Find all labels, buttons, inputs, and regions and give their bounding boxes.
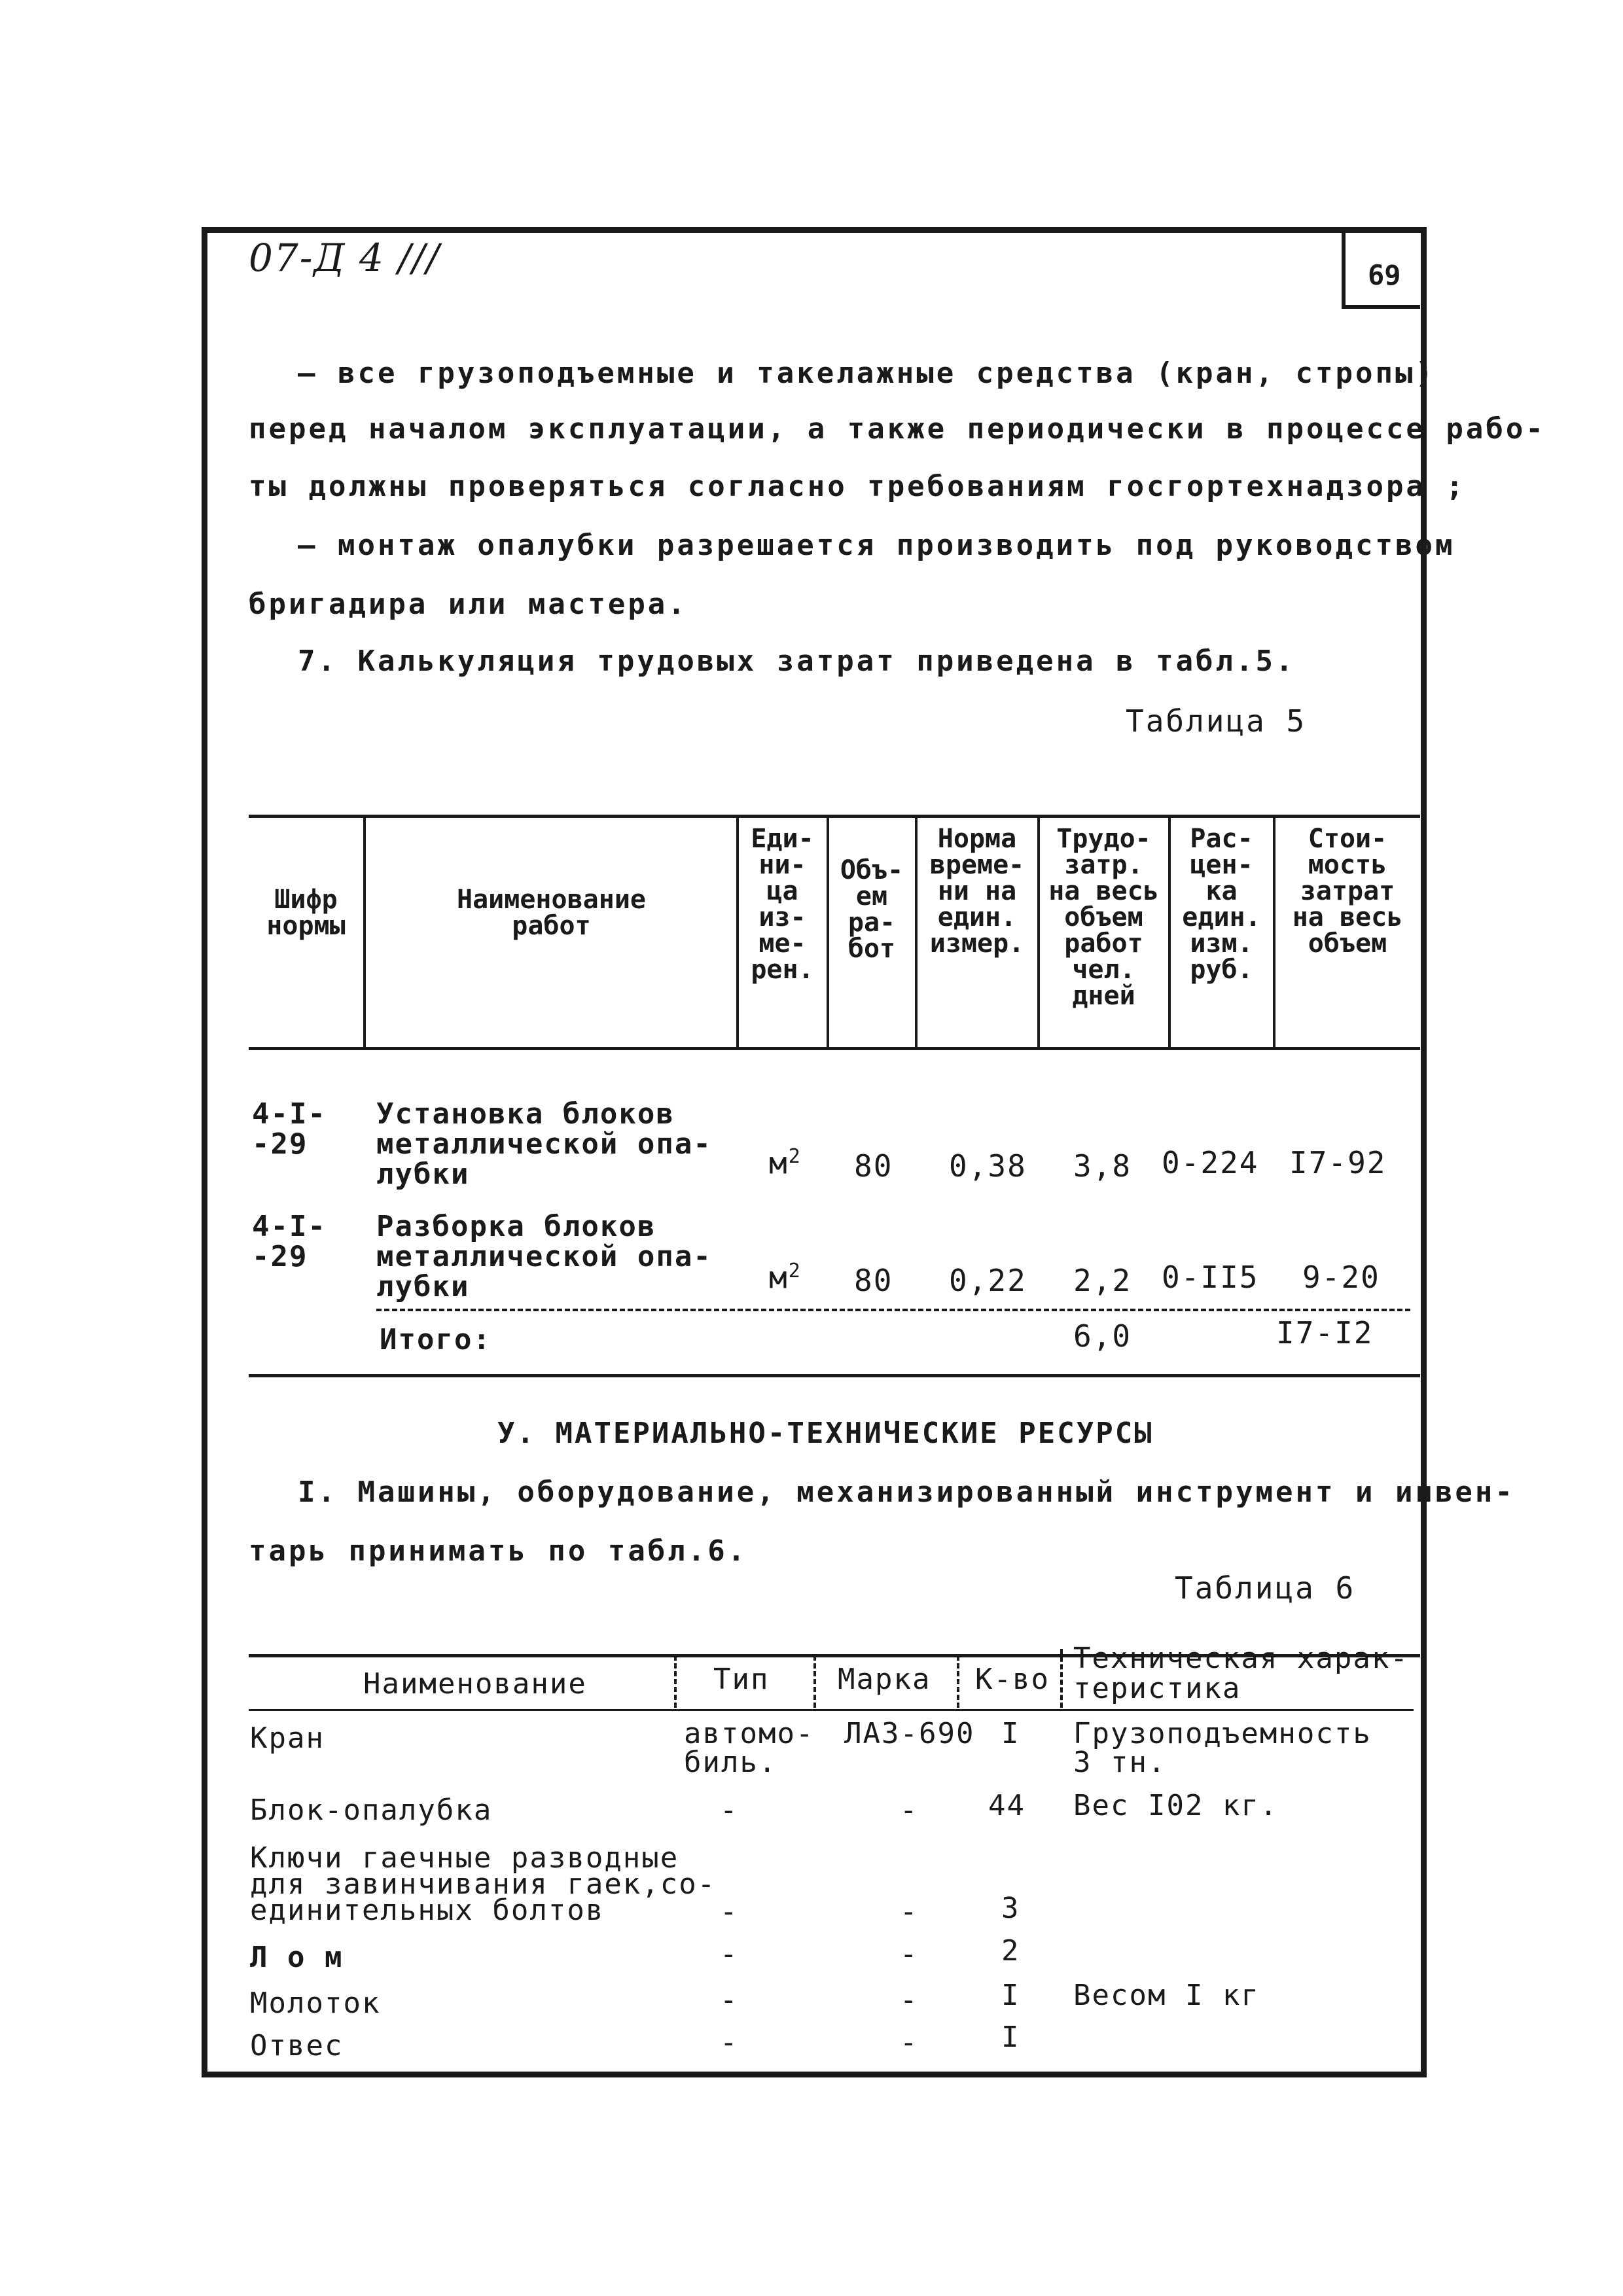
item-name: Кран <box>250 1722 325 1755</box>
work-name: Разборка блоков металлической опа- лубки <box>376 1210 712 1303</box>
item-brand: - <box>900 1983 919 2017</box>
table5-header-rule <box>249 1047 1420 1050</box>
table5-col-divider <box>363 815 366 1047</box>
paragraph-line: – монтаж опалубки разрешается производить под руководством <box>298 529 1455 562</box>
paragraph-line: – все грузоподъемные и такелажные средства (кран, стропы) <box>298 357 1435 390</box>
table6-header-name: Наименование <box>363 1667 587 1701</box>
volume: 80 <box>854 1148 893 1184</box>
table6-col-divider <box>1060 1649 1063 1708</box>
page-number: 69 <box>1368 259 1401 291</box>
item-spec: Грузоподъемность 3 тн. <box>1073 1717 1372 1779</box>
item-qty: I <box>1001 1979 1020 2012</box>
table5-total-rule <box>376 1309 1410 1311</box>
table5-header-name: Наименование работ <box>457 885 646 941</box>
table6-caption: Таблица 6 <box>1175 1570 1356 1606</box>
cost: 9-20 <box>1302 1260 1380 1295</box>
table6-header-qty: К-во <box>975 1663 1050 1696</box>
item-spec: Весом I кг <box>1073 1979 1260 2012</box>
table6-header-type: Тип <box>713 1663 770 1696</box>
table5-header-volume: Объ- ем ра- бот <box>840 855 904 964</box>
item-name: Отвес <box>250 2029 344 2062</box>
item-brand: - <box>900 1937 919 1971</box>
item-type: - <box>720 1983 739 2017</box>
table5-bottom-rule <box>249 1374 1420 1377</box>
total-cost: I7-I2 <box>1276 1315 1374 1351</box>
volume: 80 <box>854 1263 893 1298</box>
item-type: автомо- биль. <box>684 1717 815 1779</box>
item-qty: 2 <box>1001 1934 1020 1968</box>
item-type: - <box>720 2026 739 2059</box>
norm-code: 4-I- -29 <box>252 1210 327 1273</box>
table6-header-brand: Марка <box>838 1663 931 1696</box>
norm: 0,38 <box>949 1148 1027 1184</box>
norm-code: 4-I- -29 <box>252 1097 327 1161</box>
item-name: Ключи гаечные разводные для завинчивания гаек,со- единительных болтов <box>250 1841 717 1927</box>
item-brand: - <box>900 1793 919 1827</box>
item-type: - <box>720 1937 739 1971</box>
rate: 0-224 <box>1162 1145 1259 1180</box>
item-qty: 3 <box>1001 1892 1020 1925</box>
section-paragraph-line: тарь принимать по табл.6. <box>249 1534 748 1568</box>
table6-col-divider <box>674 1655 677 1708</box>
labor: 3,8 <box>1073 1148 1132 1184</box>
document-code: 07-Д 4 /// <box>249 236 440 280</box>
table5-header-norm: Норма време- ни на един. измер. <box>929 824 1025 959</box>
item-type: - <box>720 1793 739 1827</box>
unit: $м^2$ <box>769 1145 802 1181</box>
table6-header-spec: Техническая харак- теристика <box>1073 1642 1409 1705</box>
norm: 0,22 <box>949 1263 1027 1298</box>
item-qty: I <box>1001 1717 1020 1750</box>
table5-header-labor: Трудо- затр. на весь объем работ чел. дней <box>1048 824 1159 1011</box>
table5-header-code: Шифр нормы <box>266 885 346 941</box>
item-brand: ЛАЗ-690 <box>844 1717 975 1750</box>
item-name: Л о м <box>250 1941 344 1974</box>
table6-header-rule <box>249 1709 1414 1711</box>
table5-header-unit: Еди- ни- ца из- ме- рен. <box>751 824 814 985</box>
unit: $м^2$ <box>769 1260 802 1296</box>
item-brand: - <box>900 1895 919 1928</box>
table5-header-cost: Стои- мость затрат на весь объем <box>1292 824 1403 959</box>
item-brand: - <box>900 2026 919 2059</box>
item-type: - <box>720 1895 739 1928</box>
rate: 0-II5 <box>1162 1260 1259 1295</box>
work-name: Установка блоков металлической опа- лубки <box>376 1097 712 1191</box>
item-name: Блок-опалубка <box>250 1793 493 1827</box>
item-qty: I <box>1001 2021 1020 2054</box>
total-label: Итого: <box>380 1323 491 1356</box>
section-paragraph-line: I. Машины, оборудование, механизированный инструмент и инвен- <box>298 1475 1515 1509</box>
section-title: У. МАТЕРИАЛЬНО-ТЕХНИЧЕСКИЕ РЕСУРСЫ <box>497 1417 1154 1450</box>
item-spec: Вес I02 кг. <box>1073 1789 1279 1822</box>
labor: 2,2 <box>1073 1263 1132 1298</box>
table6-col-divider <box>813 1655 816 1708</box>
table6-col-divider <box>957 1655 959 1708</box>
paragraph-line: ты должны проверяться согласно требованиям госгортехнадзора ; <box>249 470 1466 503</box>
paragraph-line: перед началом эксплуатации, а также периодически в процессе рабо- <box>249 412 1546 446</box>
table5-caption: Таблица 5 <box>1126 703 1307 739</box>
cost: I7-92 <box>1289 1145 1387 1180</box>
paragraph-line: 7. Калькуляция трудовых затрат приведена в табл.5. <box>298 645 1296 678</box>
paragraph-line: бригадира или мастера. <box>249 588 688 621</box>
table5-top-rule <box>249 815 1420 818</box>
item-qty: 44 <box>988 1789 1026 1822</box>
total-labor: 6,0 <box>1073 1318 1132 1354</box>
item-name: Молоток <box>250 1987 381 2020</box>
table5-header-rate: Рас- цен- ка един. изм. руб. <box>1182 824 1261 985</box>
